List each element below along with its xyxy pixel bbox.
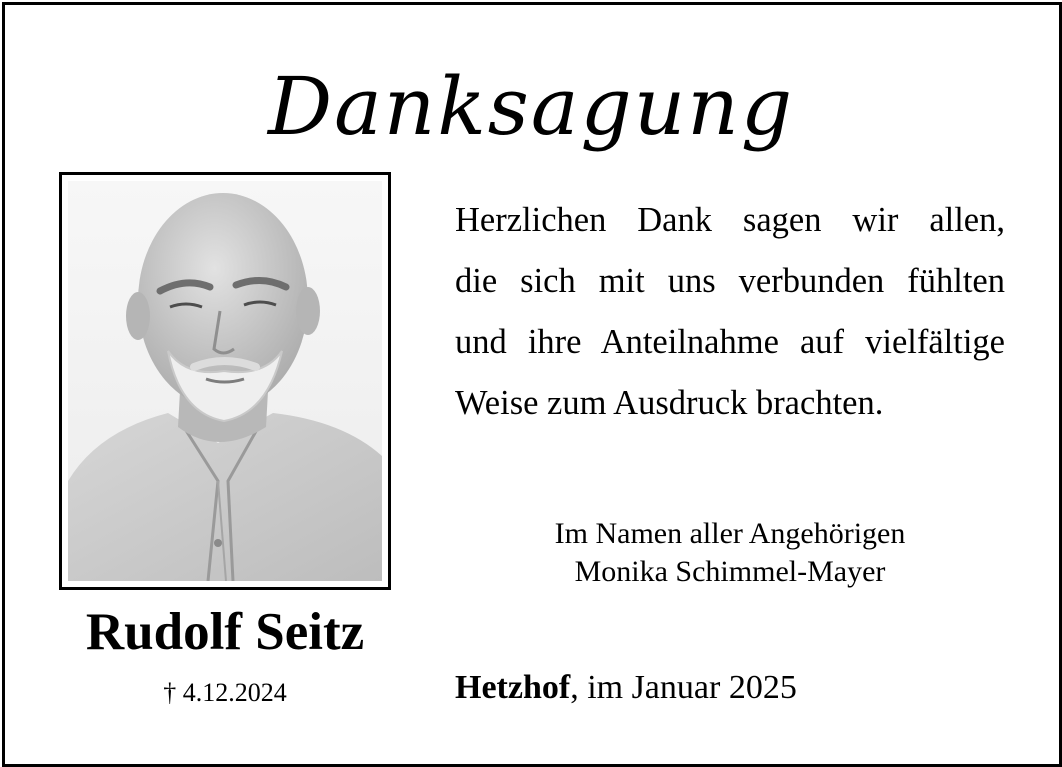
thanks-line: Weise zum Ausdruck brachten. <box>455 384 884 422</box>
thanks-message <box>455 190 1005 434</box>
death-date: † 4.12.2024 <box>163 678 287 707</box>
place-and-date <box>455 666 1015 710</box>
place-name: Hetzhof <box>455 669 571 706</box>
card-title: Danksagung <box>267 60 795 153</box>
thanks-line: und ihre Anteilnahme auf vielfältige <box>455 323 1005 361</box>
signoff <box>455 515 1005 591</box>
deceased-name: Rudolf Seitz <box>85 603 365 661</box>
signoff-line-signer: Monika Schimmel-Mayer <box>574 555 886 588</box>
portrait-frame <box>59 172 391 590</box>
portrait-photo <box>68 181 382 581</box>
month-year: , im Januar 2025 <box>570 669 797 706</box>
portrait-illustration <box>68 181 382 581</box>
thanks-line: die sich mit uns verbunden fühlten <box>455 262 1005 300</box>
signoff-line-family: Im Namen aller Angehörigen <box>554 517 906 550</box>
thanks-line: Herzlichen Dank sagen wir allen, <box>455 201 1005 239</box>
